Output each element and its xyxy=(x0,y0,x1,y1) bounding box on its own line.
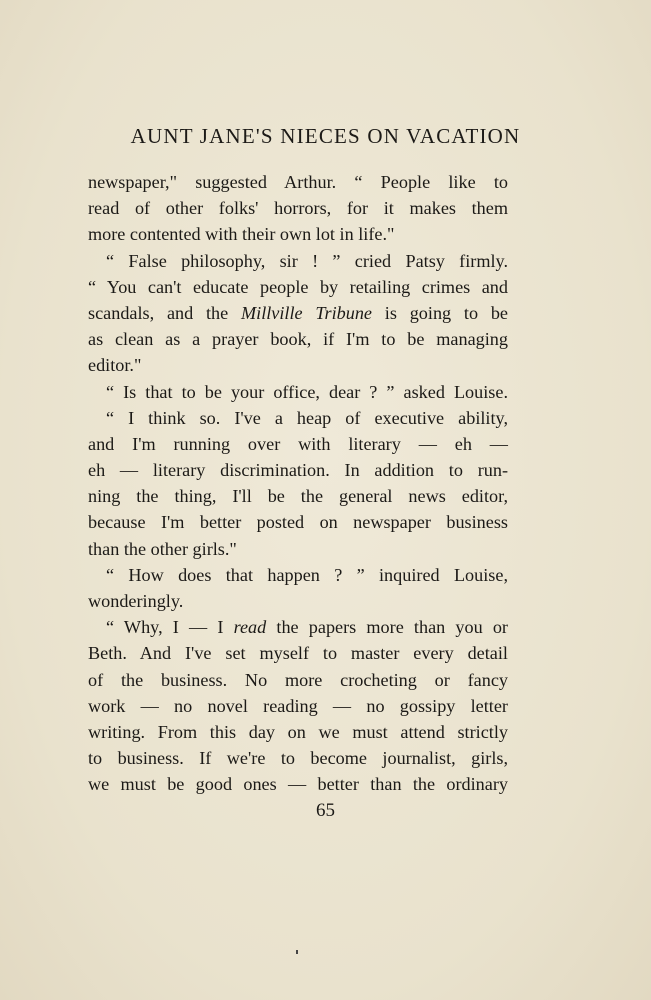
text-line: “ False philosophy, sir ! ” cried Patsy firmly. xyxy=(106,250,508,271)
text-line: eh — literary discrimination. In addition to run- xyxy=(88,460,508,481)
body-text xyxy=(88,169,508,798)
text-line: “ I think so. I've a heap of executive ability, xyxy=(106,407,508,428)
text-line: “ Is that to be your office, dear ? ” asked Louise. xyxy=(106,381,508,402)
page-number: 65 xyxy=(316,800,335,821)
text-line: newspaper," suggested Arthur. “ People like to xyxy=(88,172,508,192)
text-line: scandals, and the Millville Tribune is going to be xyxy=(88,302,509,323)
text-line: writing. From this day on we must attend strictly xyxy=(88,721,508,742)
text-line: “ Why, I — I read the papers more than you or xyxy=(106,617,508,638)
text-line: editor." xyxy=(88,355,142,376)
text-line: Beth. And I've set myself to master every detail xyxy=(88,643,508,664)
text-line: more contented with their own lot in life." xyxy=(88,224,395,245)
text-line: as clean as a prayer book, if I'm to be managing xyxy=(88,329,508,350)
text-line: wonderingly. xyxy=(88,591,184,611)
text-line: read of other folks' horrors, for it makes them xyxy=(88,198,508,219)
text-line: work — no novel reading — no gossipy letter xyxy=(88,695,508,716)
running-head: AUNT JANE'S NIECES ON VACATION xyxy=(130,124,521,148)
text-line: “ How does that happen ? ” inquired Louise, xyxy=(106,564,508,585)
paper-speck xyxy=(296,950,298,954)
text-line: of the business. No more crocheting or fancy xyxy=(88,669,508,690)
text-line: to business. If we're to become journalist, girls, xyxy=(88,748,508,769)
text-line: ning the thing, I'll be the general news editor, xyxy=(88,486,508,507)
text-line: because I'm better posted on newspaper business xyxy=(88,512,508,533)
text-line: than the other girls." xyxy=(88,538,237,559)
text-line: “ You can't educate people by retailing crimes and xyxy=(88,276,508,297)
text-line: we must be good ones — better than the ordinary xyxy=(88,774,508,795)
text-line: and I'm running over with literary — eh — xyxy=(88,433,508,454)
